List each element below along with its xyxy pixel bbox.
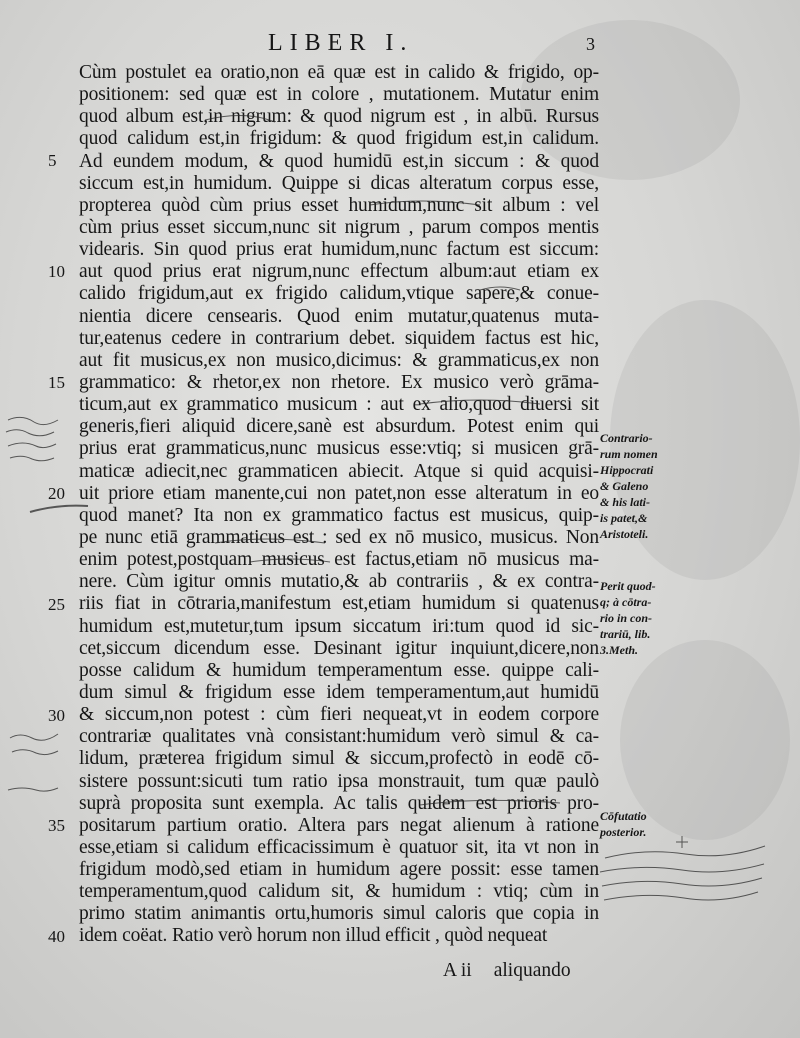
text-line: generis,fieri aliquid dicere,sanè est absurdum. Potest enim qui — [79, 416, 599, 438]
annotation-stroke — [604, 892, 758, 900]
annotation-stroke — [8, 443, 56, 448]
text-line: calido frigidum,aut ex frigido calidum,vtique sapere,& conue- — [79, 283, 599, 305]
annotation-stroke — [30, 506, 88, 512]
annotation-stroke — [420, 400, 540, 404]
text-line: riis fiat in cōtraria,manifestum est,etiam humidum si quatenus — [79, 593, 599, 615]
annotation-stroke — [420, 800, 560, 805]
text-line: grammatico: & rhetor,ex non rhetore. Ex musico verò grāma- — [79, 371, 599, 393]
annotation-stroke — [250, 559, 330, 562]
annotation-stroke — [8, 788, 58, 791]
text-line: quod calidum est,in frigidum: & quod frigidum est,in calidum. — [79, 128, 599, 150]
text-line: videaris. Sin quod prius erat humidum,nunc factum est siccum: — [79, 239, 599, 261]
margin-note: Perit quod- q; à cōtra- rio in con- trariū, lib. 3.Meth. — [600, 579, 656, 657]
annotation-stroke — [8, 417, 58, 424]
annotation-stroke — [676, 836, 688, 848]
margin-note: Cōfutatio posterior. — [600, 809, 647, 839]
text-line: contrariæ qualitates vnà consistant:humidum verò simul & ca- — [79, 726, 599, 748]
text-line: posse calidum & humidum temperamentum esse. quippe cali- — [79, 659, 599, 681]
text-line: humidum est,mutetur,tum ipsum siccatum iri:tum quod id sic- — [79, 615, 599, 637]
text-line: aut quod prius erat nigrum,nunc effectum album:aut etiam ex — [79, 261, 599, 283]
text-line: cet,siccum dicendum esse. Desinant igitur inquiunt,dicere,non — [79, 637, 599, 659]
line-number: 25 — [48, 595, 65, 614]
text-line: prius erat grammaticus,nunc musicus esse:vtiq; si musicen grā- — [79, 438, 599, 460]
line-number: 5 — [48, 151, 57, 170]
text-line: aut fit musicus,ex non musico,dicimus: & grammaticus,ex non — [79, 349, 599, 371]
annotation-stroke — [215, 539, 325, 543]
line-number: 20 — [48, 484, 65, 503]
text-line: temperamentum,quod calidum sit, & humidum : vtiq; cùm in — [79, 881, 599, 903]
text-line: positarum partium oratio. Altera pars negat alienum à ratione — [79, 814, 599, 836]
text-line: propterea quòd cùm prius esset humidum,nunc sit album : vel — [79, 194, 599, 216]
annotation-stroke — [370, 201, 480, 205]
annotation-stroke — [10, 456, 54, 461]
annotation-stroke — [6, 430, 54, 436]
annotation-stroke — [12, 750, 58, 755]
text-line: uit priore etiam manente,cui non patet,non esse alteratum in eo — [79, 482, 599, 504]
annotation-stroke — [205, 115, 275, 122]
text-line: suprà proposita sunt exempla. Ac talis quidem est prioris pro- — [79, 792, 599, 814]
text-line: ticum,aut ex grammatico musicum : aut ex alio,quod diuersi sit — [79, 394, 599, 416]
annotation-stroke — [600, 864, 764, 872]
text-line: sistere possunt:sicuti tum ratio ipsa monstrauit, tum quæ paulò — [79, 770, 599, 792]
text-line: Cùm postulet ea oratio,non eā quæ est in calido & frigido, op- — [79, 62, 599, 83]
line-number: 30 — [48, 706, 65, 725]
text-line: frigidum modò,sed etiam in humidum agere possit: esse tamen — [79, 859, 599, 881]
annotation-stroke — [602, 878, 762, 886]
line-number: 10 — [48, 262, 65, 281]
text-line: tur,eatenus cedere in contrarium debet. siquidem factus est hic, — [79, 327, 599, 349]
text-line: quod album est,in nigrum: & quod nigrum est , in albū. Rursus — [79, 106, 599, 128]
text-line: dum simul & frigidum esse idem temperamentum,aut humidū — [79, 681, 599, 703]
text-line: Ad eundem modum, & quod humidū est,in siccum : & quod — [79, 150, 599, 172]
annotation-stroke — [605, 846, 765, 858]
text-line: & siccum,non potest : cùm fieri nequeat,vt in eodem corpore — [79, 704, 599, 726]
text-line: lidum, præterea frigidum simul & siccum,profectò in eodē cō- — [79, 748, 599, 770]
text-line: primo statim animantis ortu,humoris simul caloris que copia in — [79, 903, 599, 925]
text-line: maticæ adiecit,nec grammaticen abiecit. Atque si quid acquisi- — [79, 460, 599, 482]
text-line: nere. Cùm igitur omnis mutatio,& ab contrariis , & ex contra- — [79, 571, 599, 593]
line-number: 40 — [48, 927, 65, 946]
text-line: idem coëat. Ratio verò horum non illud efficit , quòd nequeat — [79, 925, 548, 947]
line-number: 15 — [48, 373, 65, 392]
annotation-stroke — [480, 287, 520, 290]
text-line: positionem: sed quæ est in colore , mutationem. Mutatur enim — [79, 84, 599, 106]
annotation-stroke — [10, 734, 58, 740]
signature-mark: A ii — [443, 960, 472, 981]
catchword: aliquando — [493, 960, 571, 981]
margin-note: Contrario- rum nomen Hippocrati & Galeno & his lati- is patet,& Aristoteli. — [600, 431, 658, 541]
text-line: pe nunc etiā grammaticus est : sed ex nō musico, musicus. Non — [79, 526, 599, 548]
text-line: quod manet? Ita non ex grammatico factus est musicus, quip- — [79, 504, 599, 526]
text-line: cùm prius esset siccum,nunc sit nigrum , parum compos mentis — [79, 216, 599, 238]
text-line: nientia dicere censearis. Quod enim mutatur,quatenus muta- — [79, 305, 599, 327]
line-number: 35 — [48, 816, 65, 835]
text-line: enim potest,postquam musicus est factus,etiam nō musicus ma- — [79, 549, 599, 571]
page-number: 3 — [586, 34, 595, 54]
text-line: siccum est,in humidum. Quippe si dicas alteratum corpus esse, — [79, 172, 599, 194]
text-line: esse,etiam si calidum efficacissimum è quatuor sit, ita vt non in — [79, 836, 599, 858]
running-head: LIBER I. — [268, 30, 414, 56]
